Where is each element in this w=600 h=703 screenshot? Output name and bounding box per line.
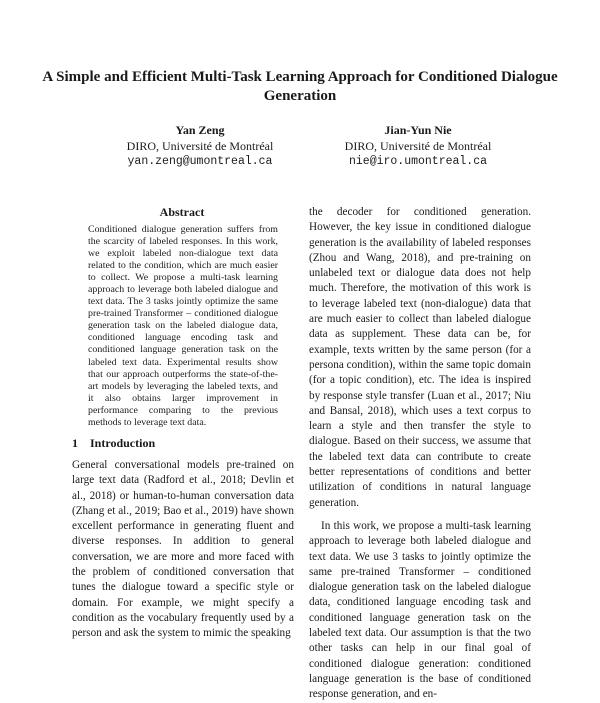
author-email: nie@iro.umontreal.ca [348,155,488,168]
abstract-text: Conditioned dialogue generation suffers from the scarcity of labeled responses. In this work, we exploit labeled non-dialogue text data related to the condition, which are much easier to collect. We propose a multi-task learning approach to leverage both labeled dialogue and text data. The 3 tasks jointly optimize the same pre-trained Transformer – conditioned dialogue generation task on the labeled dialogue data, conditioned language encoding task and conditioned language generation task on the labeled text data. Experimental results show that our approach outperforms the state-of-the-art models by leveraging the labeled texts, and it also obtains larger improvement in performance comparing to the previous methods to leverage text data. [88,224,278,428]
section-title: Introduction [90,436,156,450]
author-name: Jian-Yun Nie [384,123,452,137]
author-affiliation: DIRO, Université de Montréal [126,139,274,153]
paper-title: A Simple and Efficient Multi-Task Learning Approach for Conditioned Dialogue Generation [42,69,558,104]
intro-paragraph: General conversational models pre-trained on large text data (Radford et al., 2018; Devlin et al., 2018) or human-to-human conversation data (Zhang et al., 2019; Bao et al., 2019) have shown excellent performance in generating fluent and diverse responses. In addition to general conversation, we are more and more faced with the problem of conditioned conversation that tunes the dialogue toward a specific style or domain. For example, we might specify a condition as the vocabulary frequently used by a person and ask the system to mimic the speaking [72,459,294,640]
section-number: 1 [72,436,78,450]
author-email: yan.zeng@umontreal.ca [127,155,273,168]
body-paragraph: In this work, we propose a multi-task learning approach to leverage both labeled dialogue and text data. We use 3 tasks to jointly optimize the same pre-trained Transformer – conditioned dialogue generation task on the labeled dialogue data, conditioned language encoding task and conditioned language generation task on the labeled text data. Our assumption is that the two other tasks can help in our final goal of conditioned dialogue generation: conditioned language generation is the base of conditioned response generation, and en- [309,519,531,701]
author-block-2 [298,122,538,170]
author-affiliation: DIRO, Université de Montréal [344,139,492,153]
author-name: Yan Zeng [175,123,225,137]
section-heading [72,436,292,451]
right-column [309,205,531,703]
body-paragraph: the decoder for conditioned generation. However, the key issue in conditioned dialogue generation is the availability of labeled responses (Zhou and Wang, 2018), and pre-training on unlabeled text or dialogue data does not help much. Therefore, the motivation of this work is to leverage labeled text (non-dialogue) data that are much easier to collect than labeled dialogue data as supplement. These data can be, for example, texts written by the same person (for a persona condition), within the same topic domain (for a topic condition), etc. The idea is inspired by response style transfer (Luan et al., 2017; Niu and Bansal, 2018), which uses a text corpus to learn a style and then transfer the style to dialogue. Based on their success, we assume that the labeled text data can contribute to create better representations of conditions and better utilization of conditions in natural language generation. [309,206,531,509]
intro-left-column [72,458,294,642]
abstract-heading: Abstract [159,205,205,219]
author-block-1 [80,122,320,170]
